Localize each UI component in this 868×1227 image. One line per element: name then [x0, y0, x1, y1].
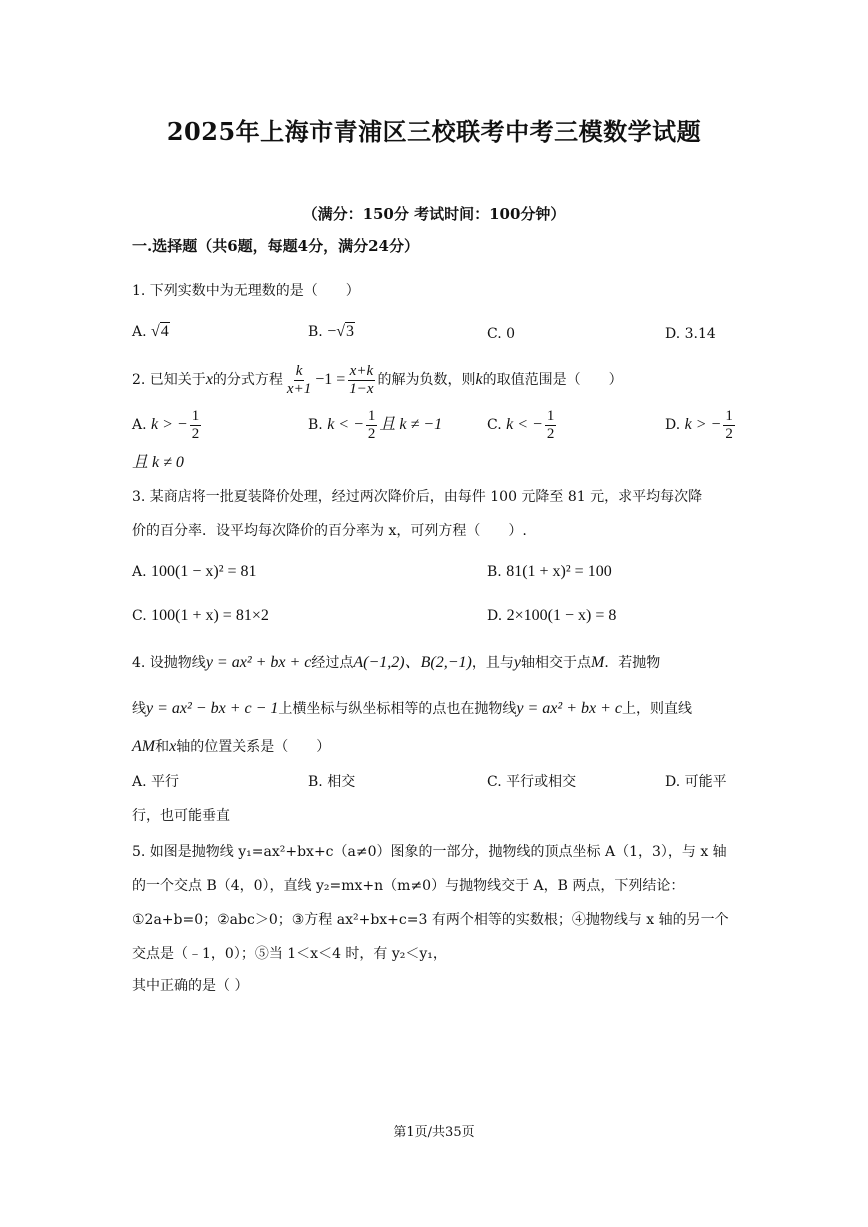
- question-3-line-1: 3. 某商店将一批夏装降价处理，经过两次降价后，由每件 100 元降至 81 元，求平均每次降: [132, 489, 703, 505]
- fraction: [285, 363, 313, 398]
- q4-text: 轴相交于点: [520, 655, 591, 671]
- var-y: y: [513, 654, 521, 671]
- q4-text: 上横坐标与纵坐标相等的点也在抛物线: [278, 701, 517, 717]
- q4-text: 经过点: [311, 655, 354, 671]
- denominator: 1−x: [349, 380, 374, 397]
- question-1-stem: 1. 下列实数中为无理数的是（ ）: [132, 283, 360, 299]
- fraction: [366, 408, 378, 443]
- q2-option-a: [132, 405, 203, 445]
- numerator: 1: [546, 407, 555, 424]
- denominator: 2: [191, 425, 200, 442]
- q3-option-d: [487, 606, 616, 626]
- question-2-stem: [132, 357, 623, 403]
- var-k: k: [475, 371, 483, 388]
- radicand: 3: [346, 323, 355, 340]
- fraction: [190, 408, 202, 443]
- q3-option-b-expr: 81(1 + x)² = 100: [506, 563, 612, 580]
- q2-text-end: 的取值范围是（ ）: [482, 372, 623, 388]
- q2-option-c-label: C.: [487, 417, 502, 433]
- q4-text: 4. 设抛物线: [132, 655, 206, 671]
- denominator: 2: [367, 425, 376, 442]
- q1-option-d: D. 3.14: [665, 326, 716, 342]
- q4-text: 轴的位置关系是（ ）: [176, 739, 331, 755]
- question-5-line-4: 交点是（﹣1，0）；⑤当 1＜x＜4 时，有 y₂＜y₁，: [132, 946, 447, 962]
- q1-option-b-expr: −√3: [327, 323, 355, 340]
- fraction: [545, 408, 557, 443]
- q4-option-a: A. 平行: [132, 774, 180, 790]
- q4-option-c: C. 平行或相交: [487, 774, 577, 790]
- question-4-line-3: [132, 737, 330, 757]
- q3-option-c-label: C.: [132, 608, 147, 624]
- q2-option-d: [665, 405, 737, 445]
- q3-option-a-label: A.: [132, 564, 147, 580]
- q2-text-post: 的解为负数，则: [377, 372, 476, 388]
- q3-option-d-expr: 2×100(1 − x) = 8: [506, 607, 617, 624]
- q1-option-a-expr: √4: [151, 323, 169, 340]
- var-x: x: [169, 738, 177, 755]
- q2-option-c: [487, 405, 558, 445]
- q2-option-d-label: D.: [665, 417, 681, 433]
- denominator: 2: [546, 425, 555, 442]
- points-ab: A(−1,2)、B(2,−1): [353, 654, 472, 671]
- q3-option-a-expr: 100(1 − x)² = 81: [151, 563, 257, 580]
- fraction: [723, 408, 735, 443]
- question-4-line-1: [132, 653, 660, 673]
- q1-option-b: [308, 322, 355, 342]
- question-3-line-2: 价的百分率．设平均每次降价的百分率为 x，可列方程（ ）.: [132, 523, 527, 539]
- q4-text: ．若抛物: [604, 655, 661, 671]
- q2-option-b: [308, 405, 442, 445]
- point-m: M: [590, 654, 605, 671]
- q4-text: 和: [155, 739, 170, 755]
- q3-option-c-expr: 100(1 + x) = 81×2: [151, 607, 269, 624]
- q2-option-a-expr: k > −: [151, 416, 188, 433]
- q3-option-b-label: B.: [487, 564, 502, 580]
- q2-option-d-wrap: 且 k ≠ 0: [132, 454, 184, 471]
- numerator: 1: [367, 407, 376, 424]
- question-5-line-3: ①2a+b=0；②abc＞0；③方程 ax²+bx+c=3 有两个相等的实数根；④抛物线与 x 轴的另一个: [132, 912, 729, 928]
- q1-option-b-label: B.: [308, 324, 323, 340]
- q3-option-c: [132, 606, 269, 626]
- section-heading: 一.选择题（共6题，每题4分，满分24分）: [132, 237, 419, 255]
- q4-text: ，且与: [471, 655, 514, 671]
- q2-option-c-expr: k < −: [506, 416, 543, 433]
- denominator: 2: [725, 425, 733, 442]
- exam-info: （满分：150分 考试时间：100分钟）: [302, 205, 566, 223]
- question-5-line-2: 的一个交点 B（4，0），直线 y₂=mx+n（m≠0）与抛物线交于 A，B 两点，下列结论：: [132, 878, 685, 894]
- q2-text-pre: 2. 已知关于: [132, 372, 206, 388]
- parabola-equation: y = ax² − bx + c − 1: [146, 700, 279, 717]
- q2-option-b-condition: 且 k ≠ −1: [379, 416, 443, 433]
- q4-option-b: B. 相交: [308, 774, 356, 790]
- denominator: x+1: [286, 380, 312, 397]
- q3-option-d-label: D.: [487, 608, 503, 624]
- equation-part: −1 =: [315, 371, 346, 388]
- page-footer: 第1页/共35页: [393, 1125, 475, 1140]
- parabola-equation: y = ax² + bx + c: [205, 654, 312, 671]
- question-5-line-5: 其中正确的是（ ）: [132, 978, 249, 994]
- numerator: k: [295, 362, 303, 379]
- q2-text-mid: 的分式方程: [212, 372, 283, 388]
- parabola-equation: y = ax² + bx + c: [516, 700, 622, 717]
- minus-sign: −: [327, 323, 337, 340]
- q2-option-a-label: A.: [132, 417, 147, 433]
- fraction: [347, 363, 375, 398]
- numerator: 1: [725, 407, 733, 424]
- q3-option-a: [132, 562, 257, 582]
- q2-option-b-expr: k < −: [327, 416, 364, 433]
- q1-option-a: [132, 322, 170, 342]
- q1-option-a-label: A.: [132, 324, 147, 340]
- document-title: 2025年上海市青浦区三校联考中考三模数学试题: [166, 117, 702, 146]
- numerator: x+k: [349, 362, 374, 379]
- q1-option-c: C. 0: [487, 326, 516, 342]
- q2-option-d-expr: k > −: [684, 416, 722, 433]
- q4-option-d: D. 可能平: [665, 774, 727, 790]
- q2-option-b-label: B.: [308, 417, 323, 433]
- question-4-line-2: [132, 699, 692, 719]
- radicand: 4: [160, 323, 169, 340]
- var-x: x: [205, 371, 213, 388]
- numerator: 1: [191, 407, 200, 424]
- q4-text: 上，则直线: [621, 701, 692, 717]
- q3-option-b: [487, 562, 612, 582]
- line-am: AM: [132, 738, 156, 755]
- q4-text: 线: [132, 701, 146, 717]
- q4-option-d-wrap: 行，也可能垂直: [132, 808, 230, 824]
- question-5-line-1: 5. 如图是抛物线 y₁=ax²+bx+c（a≠0）图象的一部分，抛物线的顶点坐标 A（1，3），与 x 轴: [132, 844, 727, 860]
